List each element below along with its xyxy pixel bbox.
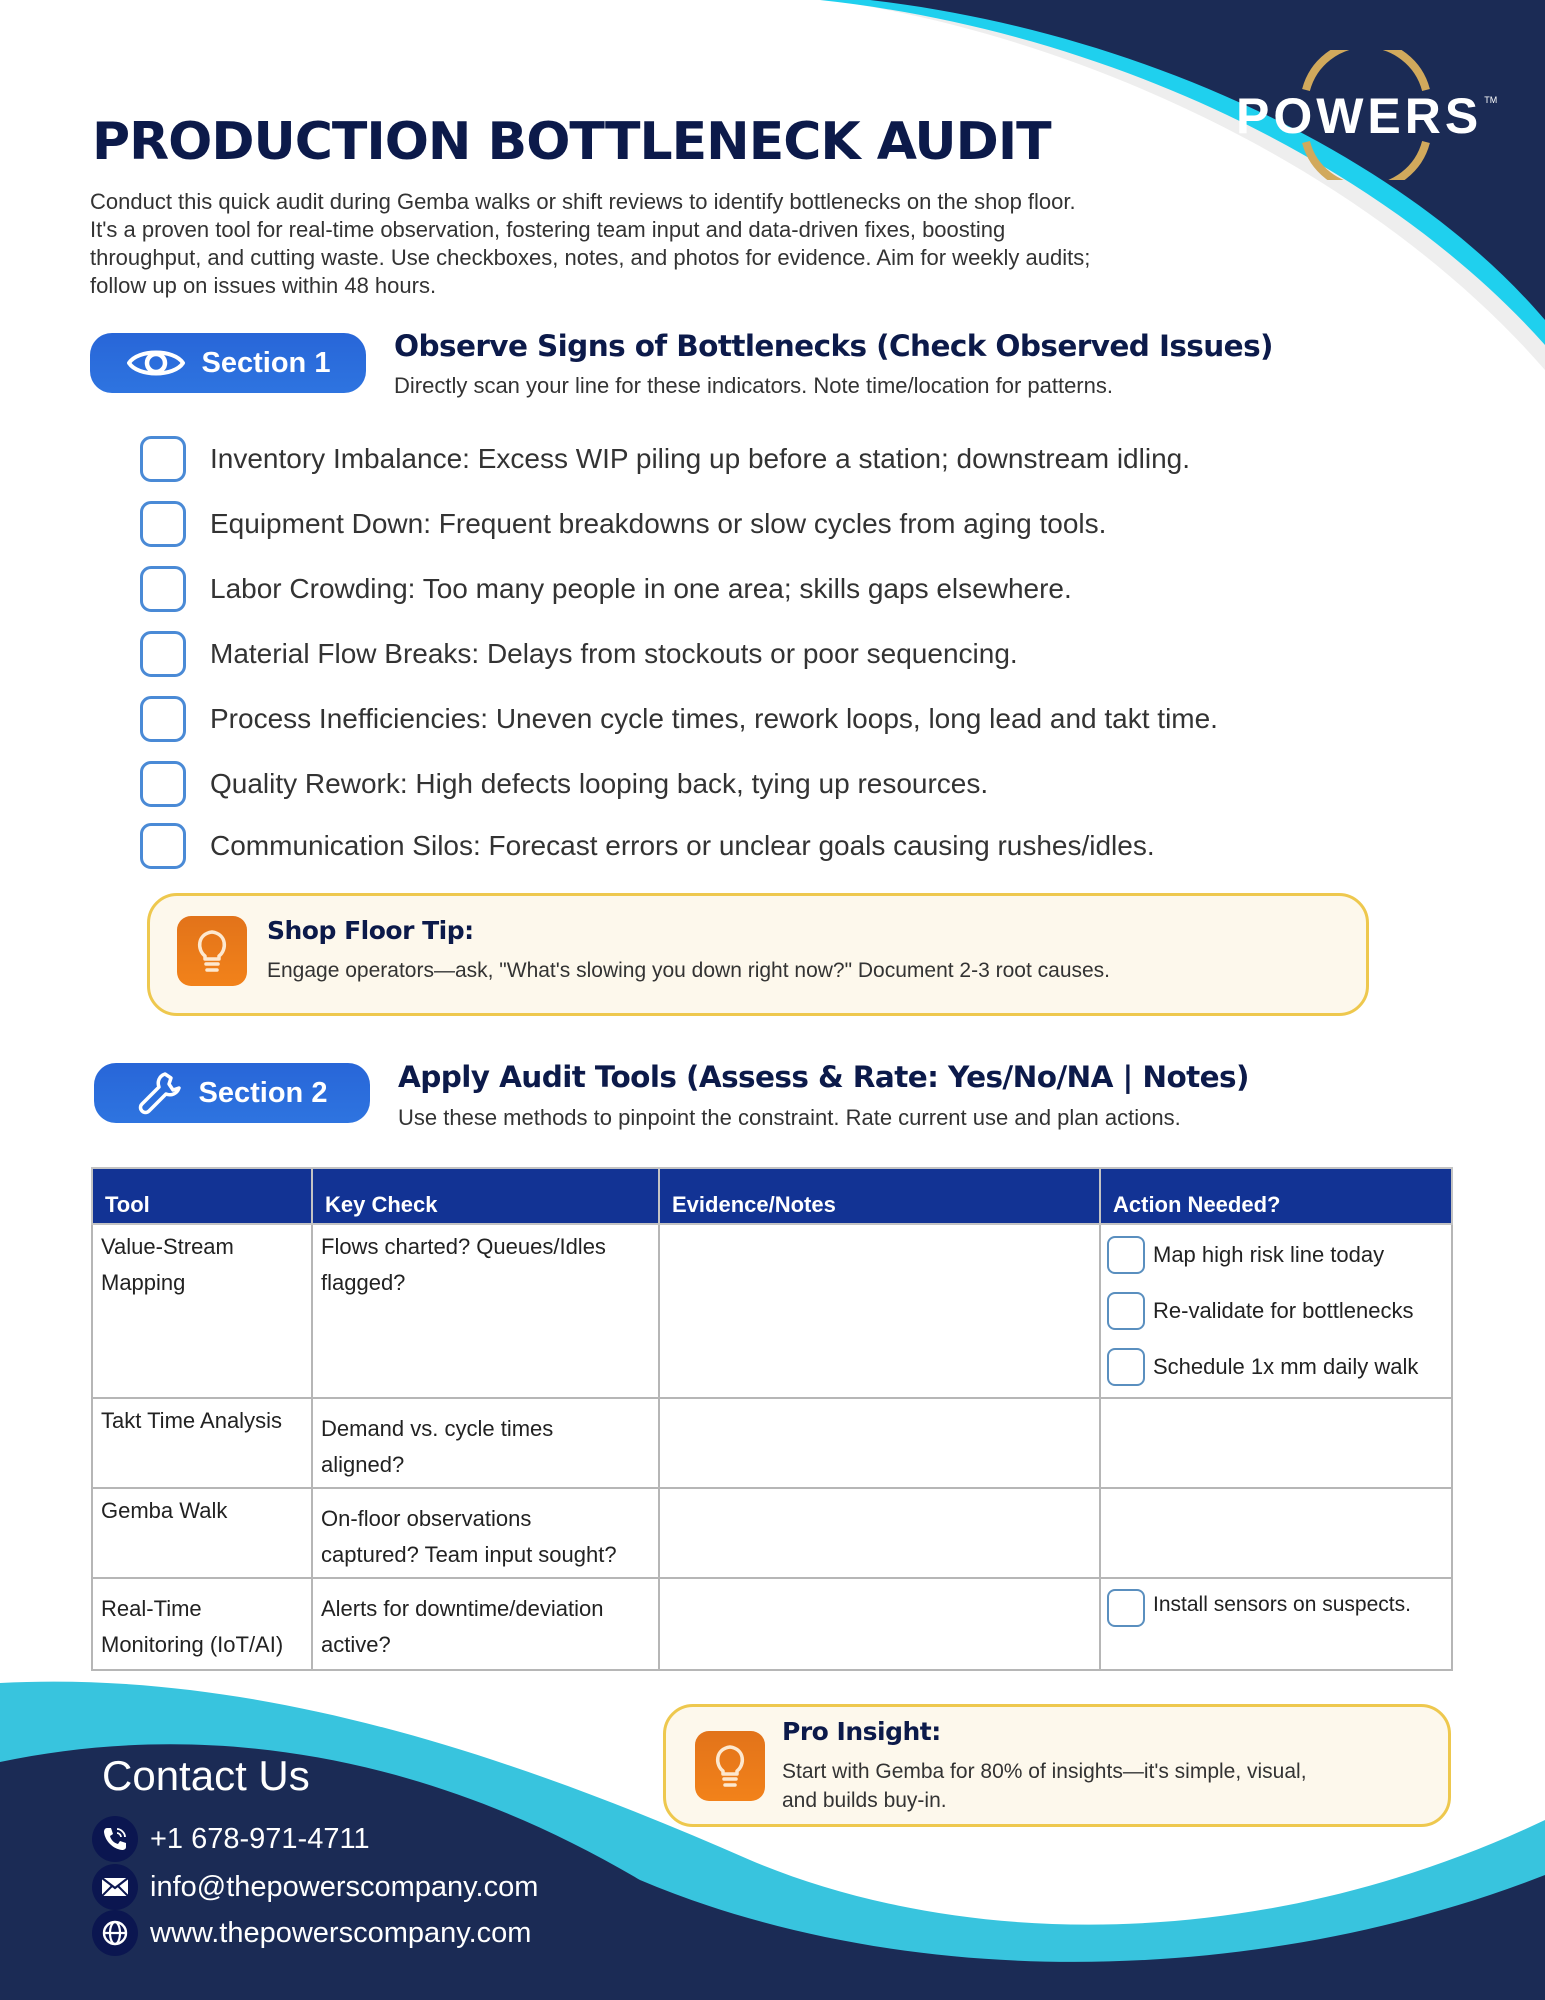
powers-logo xyxy=(1236,50,1516,180)
cell-text: Flows charted? Queues/Idles xyxy=(321,1234,606,1259)
cell-key-check xyxy=(312,1488,659,1578)
cell-tool xyxy=(92,1488,312,1578)
section-2-heading: Apply Audit Tools (Assess & Rate: Yes/No/NA | Notes) xyxy=(398,1060,1249,1094)
insight-line: Start with Gemba for 80% of insights—it's simple, visual, xyxy=(782,1760,1307,1783)
checklist-item[interactable] xyxy=(140,556,1218,621)
table-header-row xyxy=(92,1168,1452,1224)
cell-text: active? xyxy=(321,1632,391,1657)
section-1-badge xyxy=(90,333,366,393)
logo-text: POWERS xyxy=(1236,88,1483,144)
cell-text: Real-Time xyxy=(101,1596,202,1621)
checklist-item-label: Process Inefficiencies: Uneven cycle times, rework loops, long lead and takt time. xyxy=(210,702,1218,734)
insight-line: and builds buy-in. xyxy=(782,1789,947,1812)
cell-text: Monitoring (IoT/AI) xyxy=(101,1632,284,1657)
cell-tool xyxy=(92,1398,312,1488)
cell-text: Gemba Walk xyxy=(101,1498,228,1523)
cell-action-needed[interactable] xyxy=(1100,1398,1452,1488)
logo-wordmark xyxy=(1236,88,1516,144)
website-text: www.thepowerscompany.com xyxy=(150,1916,532,1949)
cell-action-needed[interactable] xyxy=(1100,1488,1452,1578)
contact-email[interactable] xyxy=(92,1864,538,1910)
cell-tool xyxy=(92,1224,312,1398)
checkbox[interactable] xyxy=(140,436,186,482)
table-row xyxy=(92,1224,1452,1398)
checklist-item-label: Communication Silos: Forecast errors or unclear goals causing rushes/idles. xyxy=(210,830,1155,861)
checklist-item-label: Equipment Down: Frequent breakdowns or slow cycles from aging tools. xyxy=(210,507,1107,539)
checklist-item-label: Quality Rework: High defects looping back, tying up resources. xyxy=(210,767,989,799)
cell-evidence-notes[interactable] xyxy=(659,1578,1100,1670)
cell-text: captured? Team input sought? xyxy=(321,1542,617,1567)
checklist-item[interactable] xyxy=(140,426,1218,491)
checkbox[interactable] xyxy=(1107,1589,1145,1627)
checklist-item-label: Inventory Imbalance: Excess WIP piling up before a station; downstream idling. xyxy=(210,442,1190,474)
contact-phone[interactable] xyxy=(92,1816,370,1862)
header-tool: Tool xyxy=(92,1168,312,1224)
email-text: info@thepowerscompany.com xyxy=(150,1870,539,1903)
lightbulb-icon xyxy=(177,916,247,986)
cell-key-check xyxy=(312,1578,659,1670)
lightbulb-icon xyxy=(695,1731,765,1801)
section-1-subheading: Directly scan your line for these indicators. Note time/location for patterns. xyxy=(394,373,1113,398)
cell-evidence-notes[interactable] xyxy=(659,1224,1100,1398)
cell-key-check xyxy=(312,1398,659,1488)
tip-text: Engage operators—ask, "What's slowing you down right now?" Document 2-3 root causes. xyxy=(267,959,1111,982)
shop-floor-tip xyxy=(147,893,1369,1016)
cell-key-check xyxy=(312,1224,659,1398)
action-label: Schedule 1x mm daily walk xyxy=(1153,1354,1419,1379)
header-action-needed: Action Needed? xyxy=(1100,1168,1452,1224)
action-item[interactable] xyxy=(1107,1587,1445,1633)
checklist-item-label: Material Flow Breaks: Delays from stockouts or poor sequencing. xyxy=(210,637,1018,669)
header-evidence-notes: Evidence/Notes xyxy=(659,1168,1100,1224)
phone-text: +1 678-971-4711 xyxy=(150,1822,370,1855)
cell-text: Demand vs. cycle times xyxy=(321,1416,554,1441)
checklist-item[interactable] xyxy=(140,751,1218,816)
action-item[interactable] xyxy=(1107,1283,1445,1339)
action-label: Install sensors on suspects. xyxy=(1153,1593,1411,1616)
checklist-item[interactable] xyxy=(140,491,1218,556)
insight-text xyxy=(782,1757,1307,1815)
cell-text: flagged? xyxy=(321,1270,406,1295)
cell-action-needed xyxy=(1100,1224,1452,1398)
page-title: PRODUCTION BOTTLENECK AUDIT xyxy=(92,112,1051,172)
intro-line: It's a proven tool for real-time observation, fostering team input and data-driven fixes, boosting xyxy=(90,217,1006,242)
header-key-check: Key Check xyxy=(312,1168,659,1224)
section-2-badge xyxy=(94,1063,370,1123)
checklist-item-label: Labor Crowding: Too many people in one area; skills gaps elsewhere. xyxy=(210,572,1072,604)
cell-tool xyxy=(92,1578,312,1670)
checkbox[interactable] xyxy=(1107,1292,1145,1330)
wrench-icon xyxy=(137,1070,183,1116)
cell-text: Takt Time Analysis xyxy=(101,1408,282,1433)
logo-trademark: TM xyxy=(1484,95,1498,105)
pro-insight xyxy=(663,1704,1451,1827)
intro-line: follow up on issues within 48 hours. xyxy=(90,273,437,298)
checkbox[interactable] xyxy=(140,501,186,547)
section-2-subheading: Use these methods to pinpoint the constraint. Rate current use and plan actions. xyxy=(398,1105,1181,1130)
checkbox[interactable] xyxy=(140,566,186,612)
intro-line: Conduct this quick audit during Gemba walks or shift reviews to identify bottlenecks on the shop floor. xyxy=(90,189,1076,214)
globe-icon xyxy=(92,1910,138,1956)
checklist-item[interactable] xyxy=(140,686,1218,751)
cell-text: Alerts for downtime/deviation xyxy=(321,1596,604,1621)
checkbox[interactable] xyxy=(1107,1236,1145,1274)
action-item[interactable] xyxy=(1107,1339,1445,1395)
section-1-label: Section 1 xyxy=(201,346,331,379)
intro-line: throughput, and cutting waste. Use checkboxes, notes, and photos for evidence. Aim for weekly audits; xyxy=(90,245,1091,270)
table-row xyxy=(92,1488,1452,1578)
cell-text: On-floor observations xyxy=(321,1506,532,1531)
cell-text: Mapping xyxy=(101,1270,186,1295)
cell-evidence-notes[interactable] xyxy=(659,1488,1100,1578)
section-2-label: Section 2 xyxy=(198,1076,328,1109)
checkbox[interactable] xyxy=(1107,1348,1145,1386)
checklist-item[interactable] xyxy=(140,621,1218,686)
cell-text: aligned? xyxy=(321,1452,405,1477)
action-item[interactable] xyxy=(1107,1227,1445,1283)
audit-tools-table xyxy=(91,1167,1453,1671)
action-label: Map high risk line today xyxy=(1153,1242,1385,1267)
tip-title: Shop Floor Tip: xyxy=(267,916,474,945)
checkbox[interactable] xyxy=(140,696,186,742)
table-row xyxy=(92,1398,1452,1488)
cell-action-needed xyxy=(1100,1578,1452,1670)
eye-icon xyxy=(126,345,186,381)
contact-website[interactable] xyxy=(92,1910,531,1956)
phone-icon xyxy=(92,1816,138,1862)
insight-title: Pro Insight: xyxy=(782,1717,941,1746)
intro-paragraph xyxy=(90,188,1270,300)
contact-title: Contact Us xyxy=(102,1752,310,1799)
checkbox[interactable] xyxy=(140,631,186,677)
cell-text: Value-Stream xyxy=(101,1234,234,1259)
bottleneck-checklist xyxy=(140,426,1218,876)
table-row xyxy=(92,1578,1452,1670)
checklist-item[interactable] xyxy=(140,816,1218,876)
checkbox[interactable] xyxy=(140,823,186,869)
section-1-heading: Observe Signs of Bottlenecks (Check Observed Issues) xyxy=(394,329,1273,363)
envelope-icon xyxy=(92,1864,138,1910)
checkbox[interactable] xyxy=(140,761,186,807)
cell-evidence-notes[interactable] xyxy=(659,1398,1100,1488)
action-label: Re-validate for bottlenecks xyxy=(1153,1298,1414,1323)
